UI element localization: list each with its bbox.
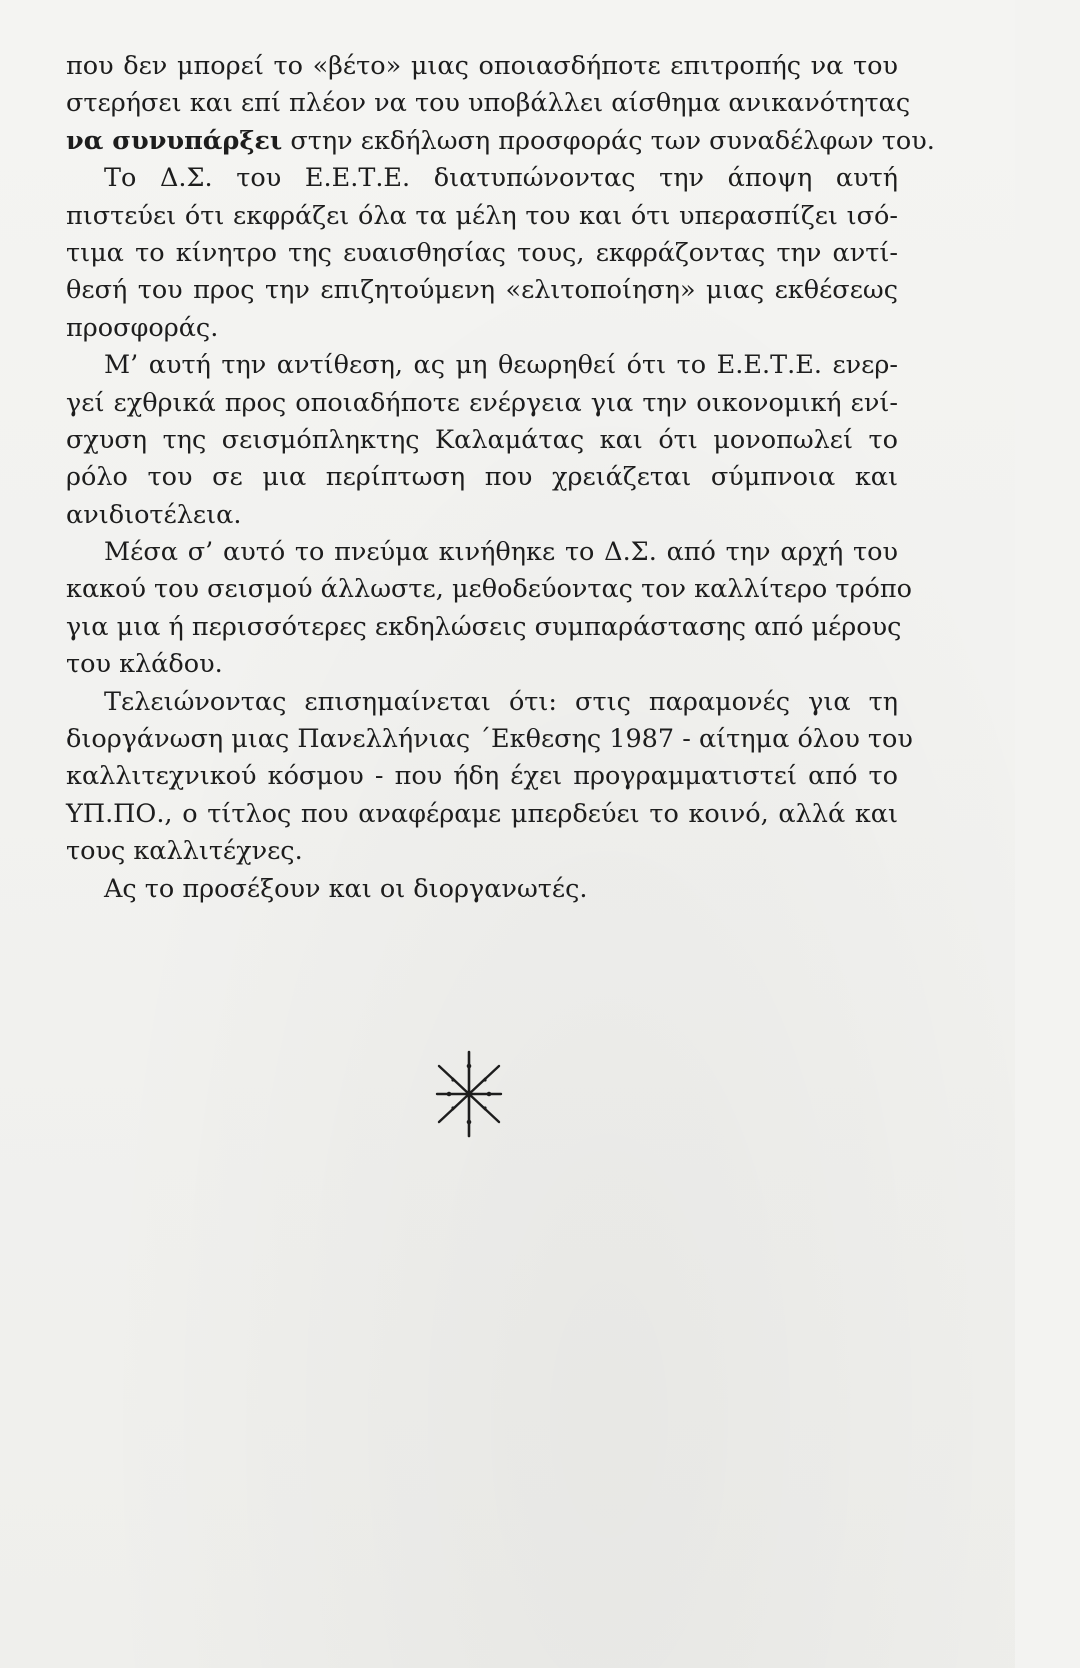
text-line: τιμα το κίνητρο της ευαισθησίας τους, εκφράζοντας την αντί- [66,237,898,268]
paragraph-start-line: Τελειώνοντας επισημαίνεται ότι: στις παραμονές για τη [104,686,898,717]
body-text [66,48,935,908]
text-line: σχυση της σεισμόπληκτης Καλαμάτας και ότι μονοπωλεί το [66,424,898,455]
text-line: θεσή του προς την επιζητούμενη «ελιτοποίηση» μιας εκθέσεως [66,275,898,306]
asterisk-ornament-icon [423,1048,515,1140]
text-line: στερήσει και επί πλέον να του υποβάλλει αίσθημα ανικανότητας [66,88,911,119]
paragraph-end-line: τους καλλιτέχνες. [66,836,303,867]
text-line: διοργάνωση μιας Πανελλήνιας ΄Εκθεσης 1987 - αίτημα όλου του [66,724,913,755]
paragraph-end-line: προσφοράς. [66,312,219,343]
paragraph-start-line: Μ’ αυτή την αντίθεση, ας μη θεωρηθεί ότι το Ε.Ε.Τ.Ε. ενερ- [104,350,898,381]
paragraph-end-line: ανιδιοτέλεια. [66,499,242,530]
text-line: ΥΠ.ΠΟ., ο τίτλος που αναφέραμε μπερδεύει το κοινό, αλλά και [66,798,898,829]
text-line: ρόλο του σε μια περίπτωση που χρειάζεται σύμπνοια και [66,462,898,493]
closing-line: Ας το προσέξουν και οι διοργανωτές. [104,873,588,904]
text-line [66,123,935,160]
text-line: για μια ή περισσότερες εκδηλώσεις συμπαράστασης από μέρους [66,611,902,642]
paragraph-start-line: Μέσα σ’ αυτό το πνεύμα κινήθηκε το Δ.Σ. από την αρχή του [104,537,898,568]
paragraph-end-line: του κλάδου. [66,649,223,680]
text-line: γεί εχθρικά προς οποιαδήποτε ενέργεια για την οικονομική ενί- [66,387,898,418]
text-line-rest: στην εκδήλωση προσφοράς των συναδέλφων του. [290,125,935,156]
text-line: κακού του σεισμού άλλωστε, μεθοδεύοντας τον καλλίτερο τρόπο [66,574,912,605]
paragraph-start-line: Το Δ.Σ. του Ε.Ε.Τ.Ε. διατυπώνοντας την άποψη αυτή [104,163,898,194]
bold-phrase: να συνυπάρξει [66,125,283,156]
text-line: πιστεύει ότι εκφράζει όλα τα μέλη του και ότι υπερασπίζει ισό- [66,200,898,231]
text-line: που δεν μπορεί το «βέτο» μιας οποιασδήποτε επιτροπής να του [66,51,898,81]
text-line: καλλιτεχνικού κόσμου - που ήδη έχει προγραμματιστεί από το [66,761,898,792]
